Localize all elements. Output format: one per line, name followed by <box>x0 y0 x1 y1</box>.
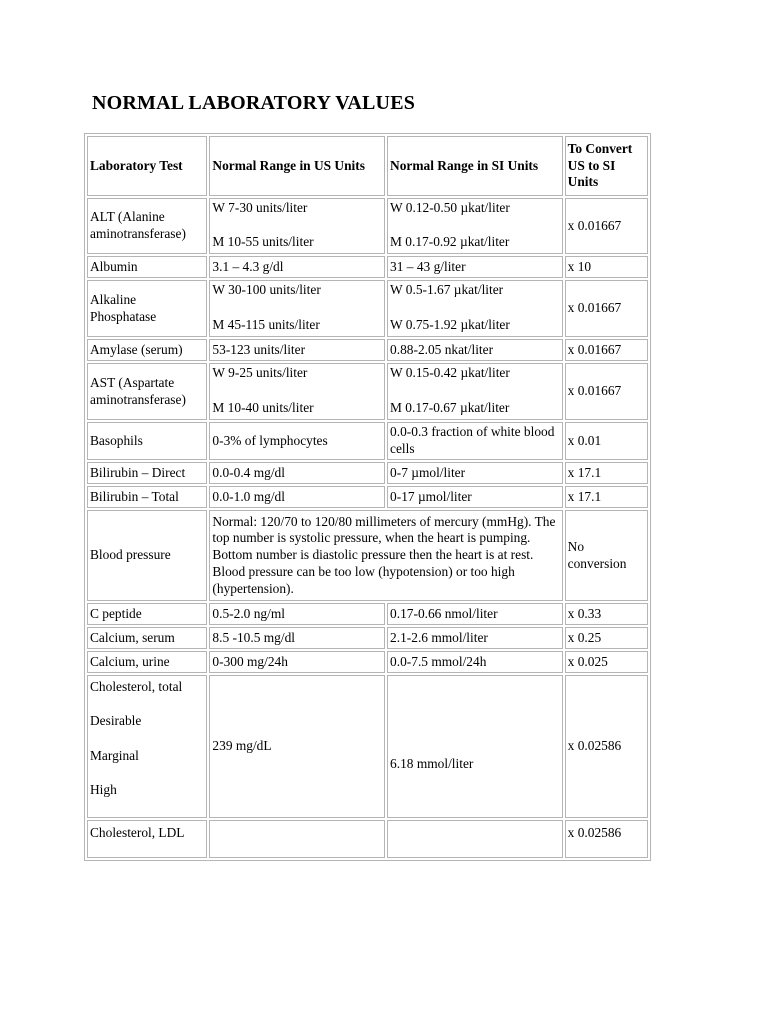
table-row <box>87 363 648 420</box>
cell-us: 53-123 units/liter <box>209 339 385 361</box>
cell-convert: x 10 <box>565 256 648 278</box>
cell-si: 0.17-0.66 nmol/liter <box>387 603 563 625</box>
cell-test: AST (Aspartate aminotransferase) <box>87 363 207 420</box>
cell-convert: x 0.01667 <box>565 198 648 254</box>
si-women-value: W 0.12-0.50 µkat/liter <box>390 200 510 215</box>
cell-us: 0.0-1.0 mg/dl <box>209 486 385 508</box>
cell-us: 0-3% of lymphocytes <box>209 422 385 460</box>
cell-us <box>209 280 385 337</box>
header-laboratory-test: Laboratory Test <box>87 136 207 196</box>
table-row <box>87 280 648 337</box>
cell-convert: x 0.33 <box>565 603 648 625</box>
cell-si <box>387 820 563 858</box>
cholesterol-high-label: High <box>90 782 117 797</box>
table-row <box>87 486 648 508</box>
cell-test: Calcium, urine <box>87 651 207 673</box>
cell-si: 0-7 µmol/liter <box>387 462 563 484</box>
table-header-row <box>87 136 648 196</box>
cell-test: C peptide <box>87 603 207 625</box>
cell-us <box>209 363 385 420</box>
cell-test <box>87 675 207 818</box>
cell-si: 2.1-2.6 mmol/liter <box>387 627 563 649</box>
table-row <box>87 256 648 278</box>
cell-convert: x 0.01667 <box>565 363 648 420</box>
cell-us: 0.0-0.4 mg/dl <box>209 462 385 484</box>
table-row <box>87 627 648 649</box>
cell-test: Calcium, serum <box>87 627 207 649</box>
cell-us: 3.1 – 4.3 g/dl <box>209 256 385 278</box>
header-us-units: Normal Range in US Units <box>209 136 385 196</box>
cell-test: Cholesterol, LDL <box>87 820 207 858</box>
si-women-value: W 0.5-1.67 µkat/liter <box>390 282 504 297</box>
cell-us: 239 mg/dL <box>209 675 385 818</box>
cell-us: 0-300 mg/24h <box>209 651 385 673</box>
table-row <box>87 820 648 858</box>
us-women-value: W 30-100 units/liter <box>212 282 321 297</box>
cell-si: 0-17 µmol/liter <box>387 486 563 508</box>
us-men-value: M 10-55 units/liter <box>212 233 314 249</box>
table-row <box>87 462 648 484</box>
si-men-value: W 0.75-1.92 µkat/liter <box>390 316 510 332</box>
table-row <box>87 675 648 818</box>
cell-us: 8.5 -10.5 mg/dl <box>209 627 385 649</box>
lab-values-table <box>84 133 651 861</box>
cell-test: Blood pressure <box>87 510 207 601</box>
table-row <box>87 422 648 460</box>
si-women-value: W 0.15-0.42 µkat/liter <box>390 365 510 380</box>
us-men-value: M 10-40 units/liter <box>212 399 314 415</box>
cell-convert: x 0.02586 <box>565 675 648 818</box>
page-title: NORMAL LABORATORY VALUES <box>92 92 416 114</box>
cell-convert: No conversion <box>565 510 648 601</box>
si-men-value: M 0.17-0.67 µkat/liter <box>390 399 510 415</box>
cell-si: 0.0-7.5 mmol/24h <box>387 651 563 673</box>
cell-si <box>387 363 563 420</box>
cell-test: Bilirubin – Direct <box>87 462 207 484</box>
cell-us <box>209 198 385 254</box>
cell-convert: x 0.01 <box>565 422 648 460</box>
cell-test: Bilirubin – Total <box>87 486 207 508</box>
cell-test: Amylase (serum) <box>87 339 207 361</box>
cell-convert: x 0.01667 <box>565 339 648 361</box>
table-row <box>87 603 648 625</box>
cell-si: 31 – 43 g/liter <box>387 256 563 278</box>
header-si-units: Normal Range in SI Units <box>387 136 563 196</box>
cell-us <box>209 820 385 858</box>
cell-test: Basophils <box>87 422 207 460</box>
si-men-value: M 0.17-0.92 µkat/liter <box>390 233 510 249</box>
cell-convert: x 0.01667 <box>565 280 648 337</box>
cholesterol-total-label: Cholesterol, total <box>90 679 183 694</box>
cholesterol-desirable-label: Desirable <box>90 713 142 728</box>
cell-us: 0.5-2.0 ng/ml <box>209 603 385 625</box>
cell-test: Alkaline Phosphatase <box>87 280 207 337</box>
cell-convert: x 17.1 <box>565 462 648 484</box>
cell-convert: x 0.025 <box>565 651 648 673</box>
cell-si: 0.88-2.05 nkat/liter <box>387 339 563 361</box>
us-women-value: W 9-25 units/liter <box>212 365 308 380</box>
cell-si: 0.0-0.3 fraction of white blood cells <box>387 422 563 460</box>
table-row <box>87 339 648 361</box>
cell-test: ALT (Alanine aminotransferase) <box>87 198 207 254</box>
cell-si <box>387 280 563 337</box>
us-women-value: W 7-30 units/liter <box>212 200 308 215</box>
cell-convert: x 0.02586 <box>565 820 648 858</box>
cell-bp-description: Normal: 120/70 to 120/80 millimeters of mercury (mmHg). The top number is systolic pressure, when the heart is pumping. Bottom number is diastolic pressure then the heart is at rest. Blood pressure can be too low (hypotension) or too high (hypertension). <box>209 510 562 601</box>
cholesterol-marginal-label: Marginal <box>90 748 139 763</box>
cell-convert: x 0.25 <box>565 627 648 649</box>
cell-si <box>387 198 563 254</box>
table-row <box>87 198 648 254</box>
us-men-value: M 45-115 units/liter <box>212 316 320 332</box>
cell-test: Albumin <box>87 256 207 278</box>
table-row <box>87 651 648 673</box>
cell-si: 6.18 mmol/liter <box>387 675 563 818</box>
table-row <box>87 510 648 601</box>
header-convert: To Convert US to SI Units <box>565 136 648 196</box>
cell-convert: x 17.1 <box>565 486 648 508</box>
